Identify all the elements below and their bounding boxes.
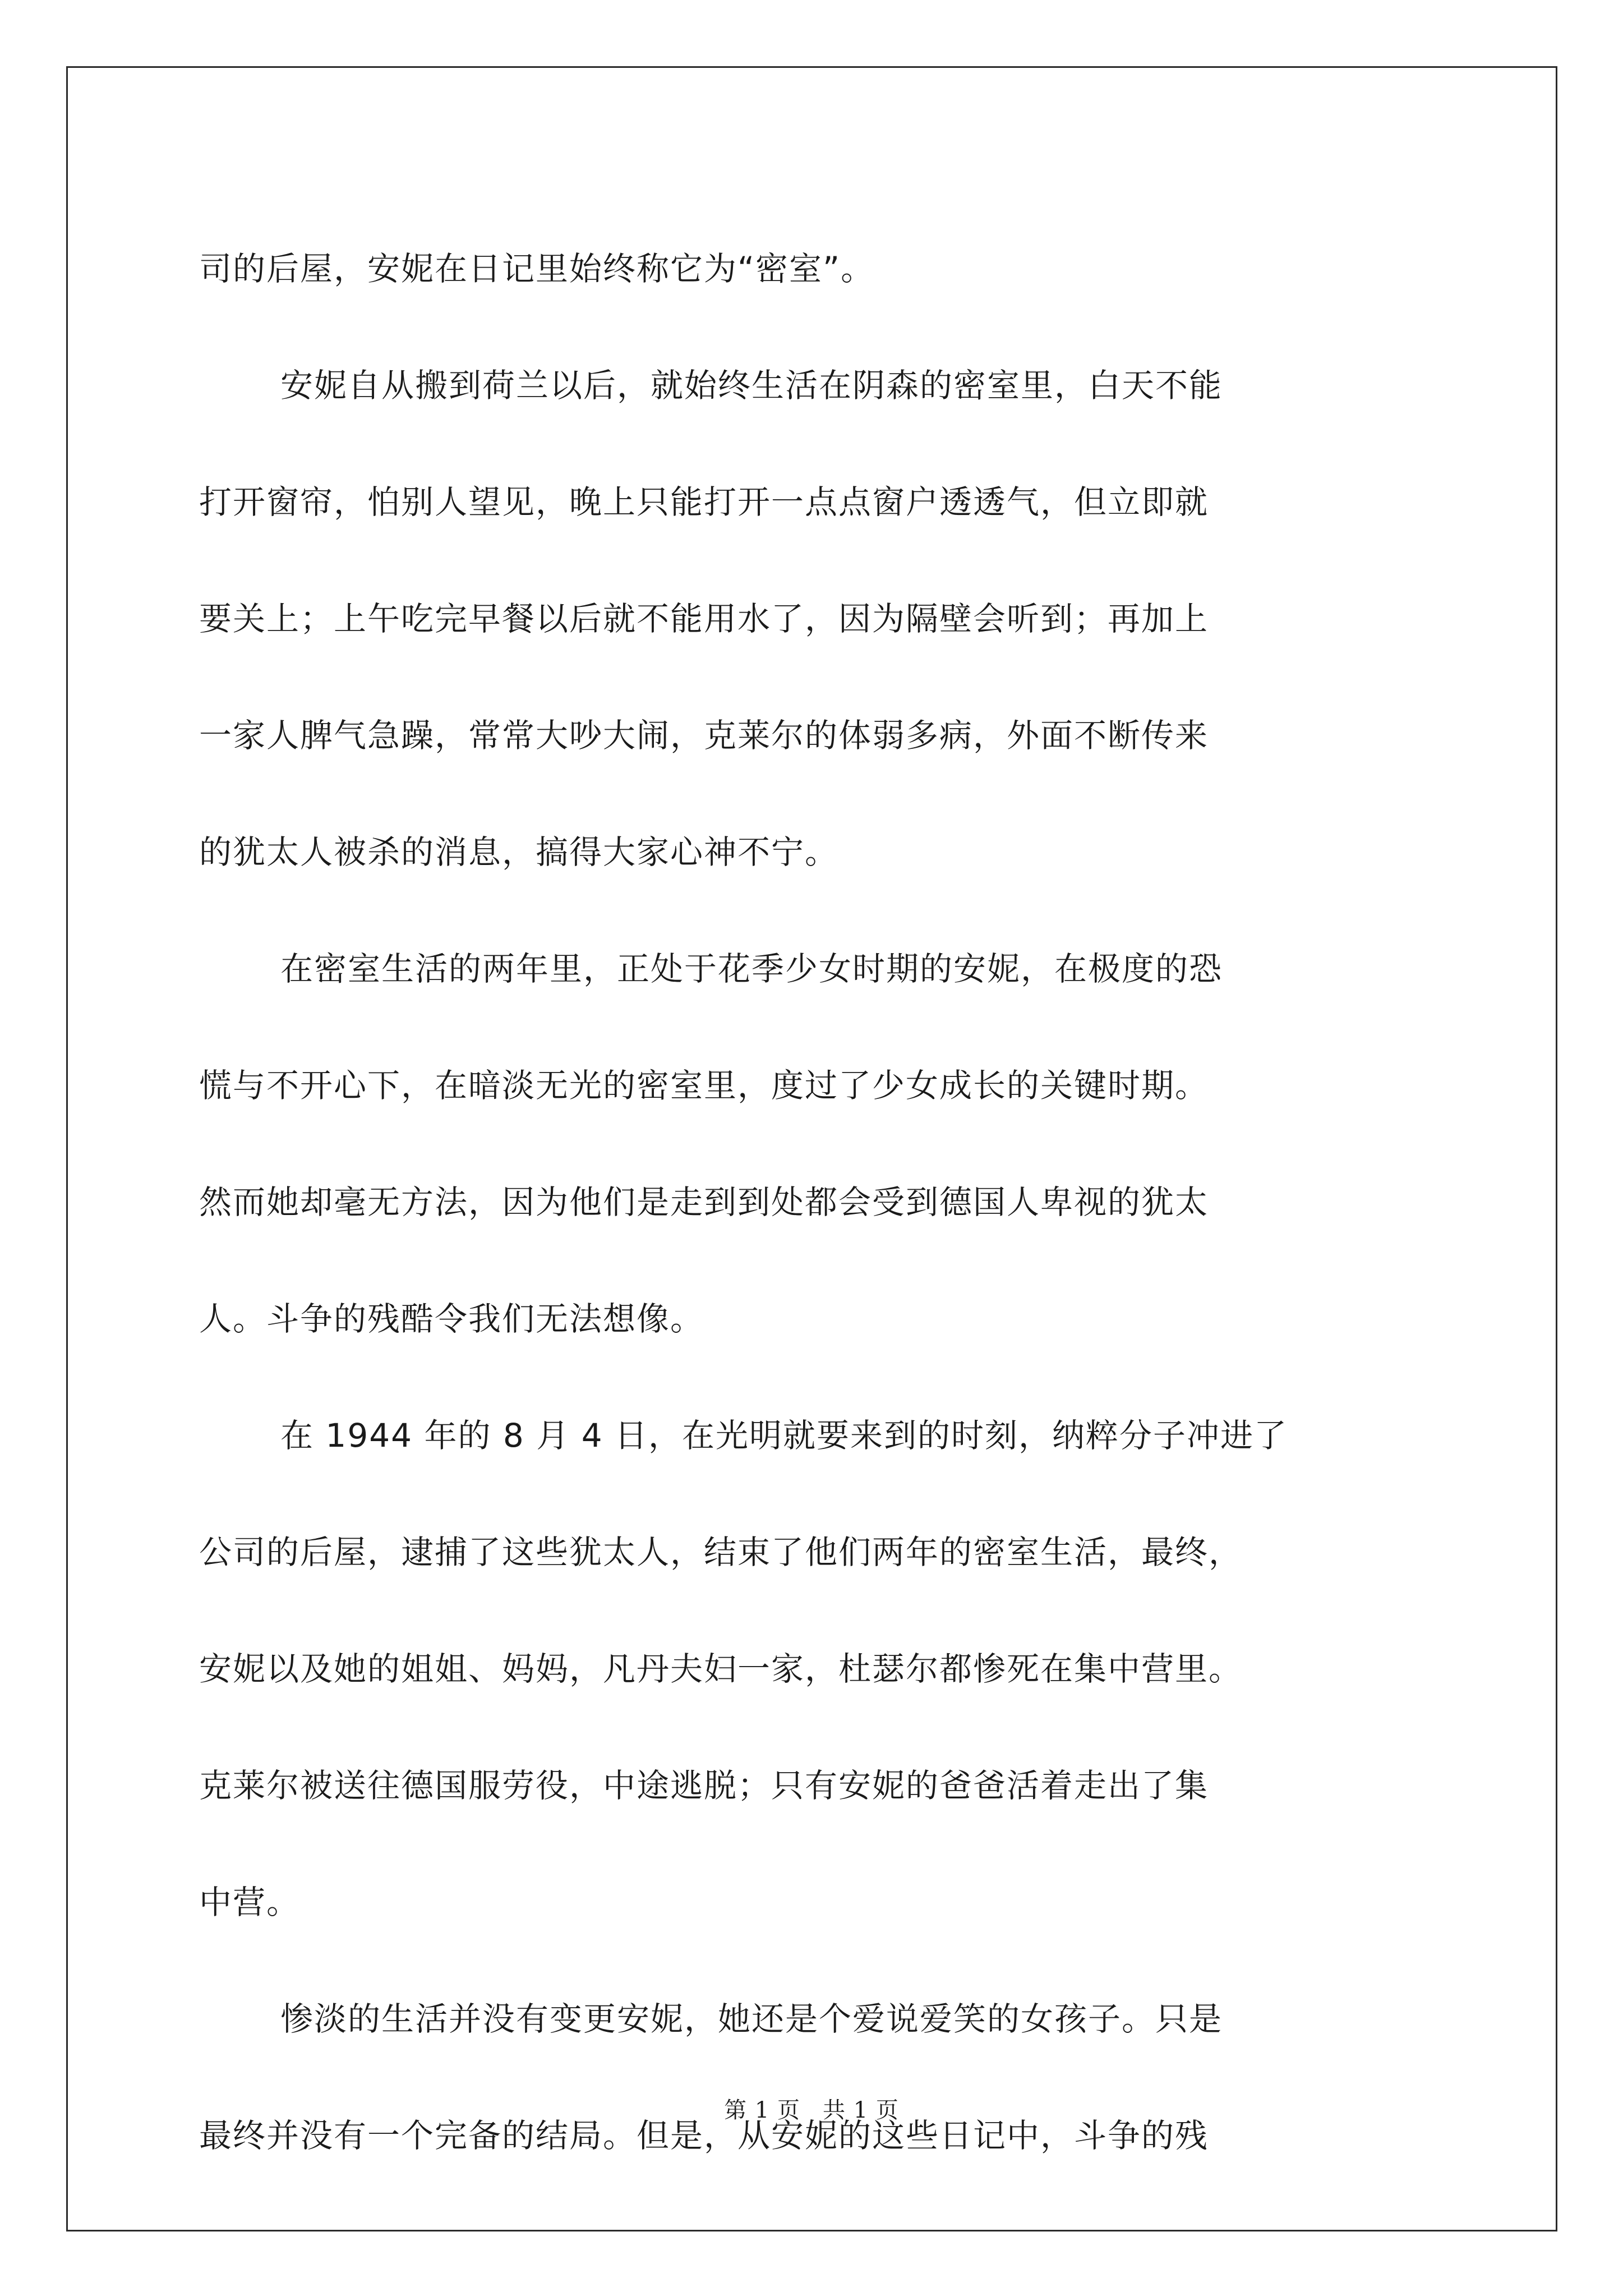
text-line: 中营。 (199, 1883, 301, 1921)
text-line: 安妮以及她的姐姐、妈妈，凡丹夫妇一家，杜瑟尔都惨死在集中营里。 (199, 1650, 1243, 1688)
text-line: 安妮自从搬到荷兰以后，就始终生活在阴森的密室里，白天不能 (280, 366, 1223, 404)
text-line: 一家人脾气急躁，常常大吵大闹，克莱尔的体弱多病，外面不断传来 (199, 716, 1209, 754)
text-line: 司的后屋，安妮在日记里始终称它为“密室”。 (199, 250, 875, 288)
text-line: 在密室生活的两年里，正处于花季少女时期的安妮，在极度的恐 (280, 950, 1223, 988)
text-line: 克莱尔被送往德国服劳役，中途逃脱；只有安妮的爸爸活着走出了集 (199, 1766, 1209, 1805)
text-line: 的犹太人被杀的消息，搞得大家心神不宁。 (199, 833, 839, 871)
text-line: 人。斗争的残酷令我们无法想像。 (199, 1300, 704, 1338)
text-line: 在 1944 年的 8 月 4 日，在光明就要来到的时刻，纳粹分子冲进了 (280, 1416, 1288, 1455)
page-number: 第 1 页 (724, 2097, 800, 2123)
page-footer (0, 2092, 1623, 2124)
text-line: 慌与不开心下，在暗淡无光的密室里，度过了少女成长的关键时期。 (199, 1066, 1209, 1105)
text-line: 惨淡的生活并没有变更安妮，她还是个爱说爱笑的女孩子。只是 (280, 2000, 1223, 2038)
text-line: 然而她却毫无方法，因为他们是走到到处都会受到德国人卑视的犹太 (199, 1183, 1209, 1221)
page-total: 共 1 页 (823, 2097, 899, 2123)
document-body (199, 210, 1433, 2194)
text-line: 最终并没有一个完备的结局。但是，从安妮的这些日记中，斗争的残 (199, 2116, 1209, 2155)
text-line: 公司的后屋，逮捕了这些犹太人，结束了他们两年的密室生活，最终， (199, 1533, 1243, 1571)
text-line: 要关上；上午吃完早餐以后就不能用水了，因为隔壁会听到；再加上 (199, 600, 1209, 638)
text-line: 打开窗帘，怕别人望见，晚上只能打开一点点窗户透透气，但立即就 (199, 483, 1209, 521)
